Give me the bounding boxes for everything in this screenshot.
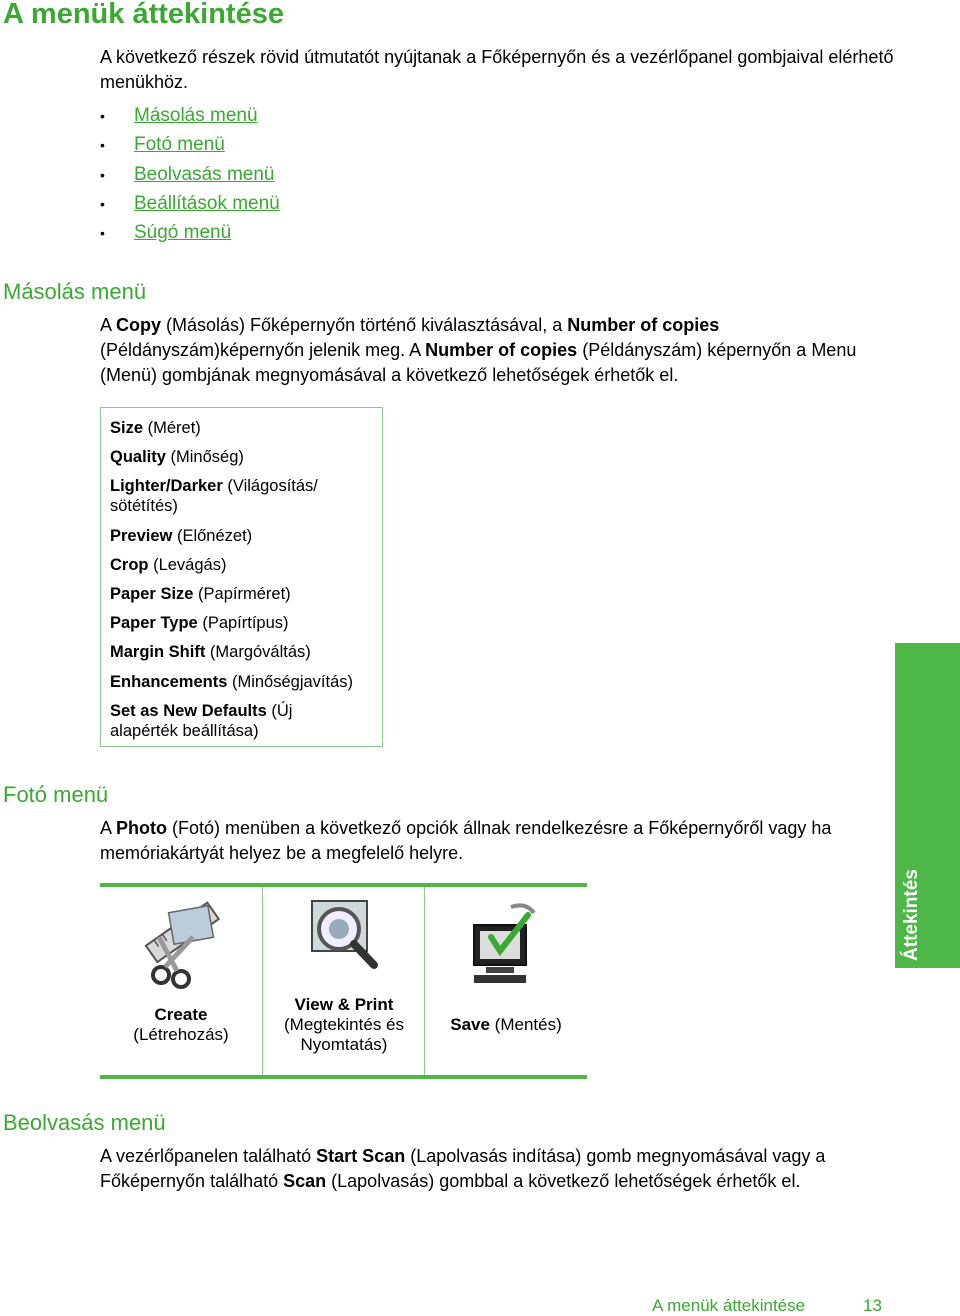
magnifier-photo-icon: [294, 897, 394, 992]
text-span: (Lapolvasás indítása) gomb megnyomásával vagy a Főképernyőn található: [100, 1146, 826, 1191]
option-name: Crop: [110, 556, 149, 574]
option-desc: (Mentés): [489, 1015, 562, 1034]
link-masolas-menu[interactable]: Másolás menü: [134, 105, 258, 126]
copy-option-crop: [110, 555, 380, 575]
copy-option-paper-type: [110, 613, 380, 633]
link-beolvasas-menu[interactable]: Beolvasás menü: [134, 163, 275, 185]
option-name: Size: [110, 419, 144, 437]
bold-number-of-copies: Number of copies: [567, 315, 720, 335]
copy-option-quality: [110, 447, 380, 467]
option-caption: [263, 995, 425, 1055]
text-span: (Példányszám)képernyőn jelenik meg. A: [100, 340, 426, 360]
copy-option-enhancements: [110, 672, 380, 692]
option-desc: (Papírtípus): [197, 614, 289, 632]
option-name: View & Print: [294, 995, 394, 1014]
text-span: A: [100, 818, 117, 838]
option-name: Quality: [110, 448, 166, 466]
bullet-icon: •: [100, 137, 105, 154]
option-name: Paper Size: [110, 585, 194, 603]
footer-title: A menük áttekintése: [652, 1296, 806, 1315]
copy-option-margin-shift: [110, 642, 380, 662]
bold-scan: Scan: [283, 1171, 327, 1191]
list-item: [100, 163, 280, 192]
page-number: 13: [863, 1296, 882, 1315]
scan-section-heading: Beolvasás menü: [3, 1110, 166, 1135]
text-span: (Másolás) Főképernyőn történő kiválasztásával, a: [161, 315, 568, 335]
option-desc: (Margóváltás): [205, 643, 311, 661]
copy-option-paper-size: [110, 584, 380, 604]
copy-option-lighter-darker: [110, 476, 350, 516]
option-desc: (Létrehozás): [133, 1025, 229, 1044]
option-name: Margin Shift: [110, 643, 206, 661]
text-span: (Fotó) menüben a következő opciók állnak rendelkezésre a Főképernyőről vagy ha memóriakártyát helyez be a megfelelő helyre.: [100, 818, 832, 863]
list-item: [100, 192, 280, 221]
side-section-tab: [895, 643, 960, 968]
link-beallitasok-menu[interactable]: Beállítások menü: [134, 192, 280, 214]
text-span: A: [100, 315, 117, 335]
option-desc: (Új alapérték beállítása): [110, 702, 293, 740]
computer-save-icon: [456, 897, 556, 992]
bullet-icon: •: [100, 166, 105, 183]
option-desc: (Minőség): [165, 448, 244, 466]
photo-option-create: [100, 887, 262, 1075]
option-desc: (Világosítás/ sötétítés): [110, 477, 318, 515]
option-name: Paper Type: [110, 614, 198, 632]
option-desc: (Minőségjavítás): [227, 673, 354, 691]
bullet-icon: •: [100, 195, 105, 212]
option-desc: (Előnézet): [172, 527, 253, 545]
photo-option-view-print: [263, 887, 425, 1075]
list-item: [100, 221, 280, 250]
table-bottom-rule: [100, 1075, 587, 1079]
bullet-icon: •: [100, 108, 105, 124]
page-footer: [652, 1296, 882, 1316]
scissors-ruler-icon: [131, 897, 231, 992]
option-name: Set as New Defaults: [110, 702, 267, 720]
photo-section-text: [100, 816, 890, 866]
bullet-icon: •: [100, 225, 105, 242]
photo-section-heading: Fotó menü: [3, 782, 109, 807]
option-name: Save: [450, 1015, 490, 1034]
option-desc: (Papírméret): [193, 585, 291, 603]
copy-section-heading: Másolás menü: [3, 279, 147, 304]
option-name: Create: [154, 1005, 208, 1024]
text-span: (Lapolvasás) gombbal a következő lehetőségek érhetők el.: [326, 1171, 801, 1191]
text-span: A vezérlőpanelen található: [100, 1146, 317, 1166]
bold-start-scan: Start Scan: [316, 1146, 406, 1166]
option-name: Lighter/Darker: [110, 477, 223, 495]
option-caption: [425, 1015, 587, 1035]
option-desc: (Levágás): [148, 556, 227, 574]
option-name: Preview: [110, 527, 173, 545]
link-sugo-menu[interactable]: Súgó menü: [134, 222, 232, 244]
option-desc: (Megtekintés és Nyomtatás): [284, 1015, 404, 1054]
page-title: A menük áttekintése: [3, 0, 284, 30]
copy-option-size: [110, 418, 380, 438]
option-desc: (Méret): [143, 419, 201, 437]
bold-photo: Photo: [116, 818, 168, 838]
option-caption: [100, 1005, 262, 1045]
list-item: [100, 104, 280, 133]
photo-option-save: [425, 887, 587, 1075]
scan-section-text: [100, 1144, 870, 1194]
option-name: Enhancements: [110, 673, 228, 691]
copy-option-set-defaults: [110, 701, 325, 741]
bold-copy: Copy: [116, 315, 162, 335]
bold-number-of-copies: Number of copies: [425, 340, 578, 360]
copy-options-box: [100, 407, 383, 747]
photo-options-table: [100, 883, 587, 1079]
side-tab-label: Áttekintés: [901, 869, 922, 961]
copy-section-text: [100, 313, 890, 388]
intro-text: A következő részek rövid útmutatót nyújtanak a Főképernyőn és a vezérlőpanel gombjaival elérhető menükhöz.: [100, 47, 894, 92]
copy-option-preview: [110, 526, 380, 546]
text-span: (Példányszám) képernyőn a Menu (Menü) gombjának megnyomásával a következő lehetőségek érhetők el.: [100, 340, 857, 385]
link-foto-menu[interactable]: Fotó menü: [134, 134, 225, 156]
list-item: [100, 133, 280, 162]
menu-link-list: [100, 104, 280, 250]
